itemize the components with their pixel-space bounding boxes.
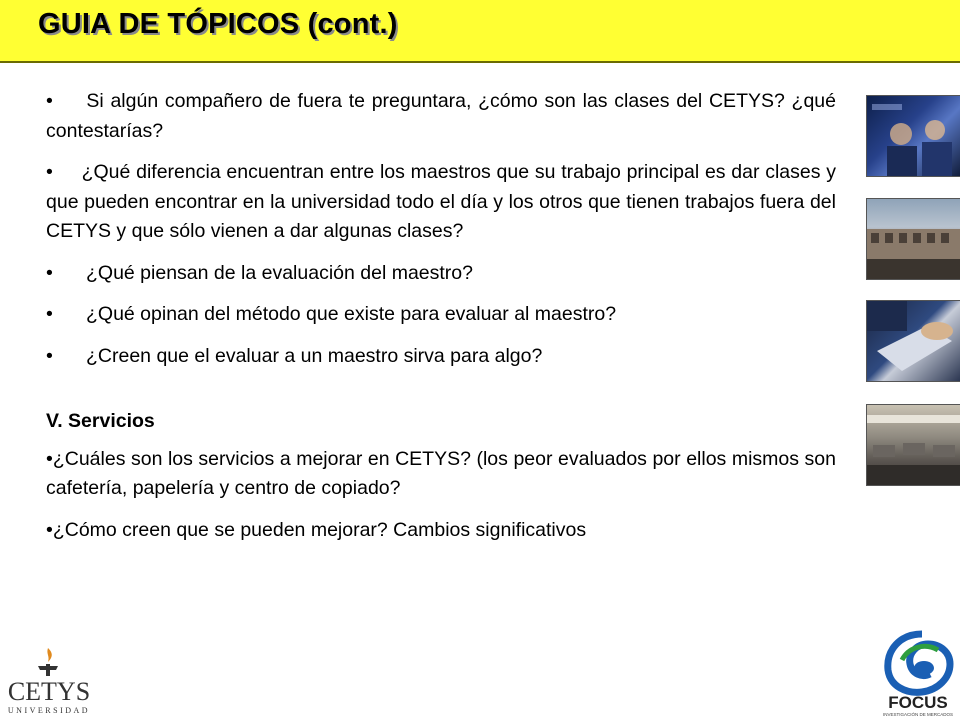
bullet-text: Si algún compañero de fuera te preguntara, ¿cómo son las clases del CETYS? ¿qué contestarías?	[46, 90, 842, 142]
bullet-text: ¿Qué diferencia encuentran entre los maestros que su trabajo principal es dar clases y que pueden encontrar en la universidad todo el día y los otros que tienen trabajos fuera del CETYS y que sólo vienen a dar algunas clases?	[46, 161, 842, 242]
bullet-item-2	[46, 158, 842, 247]
focus-logo	[878, 630, 960, 718]
bullet-item-1	[46, 87, 842, 146]
bullet-text: ¿Qué piensan de la evaluación del maestro?	[86, 261, 473, 284]
students-photo	[866, 95, 960, 177]
cetys-logo	[2, 644, 97, 716]
section-item-2: •¿Cómo creen que se pueden mejorar? Cambios significativos	[46, 518, 587, 541]
focus-logo-text: FOCUS	[888, 693, 948, 712]
library-room-photo	[866, 404, 960, 486]
slide-title: GUIA DE TÓPICOS (cont.)	[38, 8, 398, 40]
bullet-marker: •	[46, 303, 53, 325]
campus-building-photo	[866, 198, 960, 280]
focus-logo-subtext: INVESTIGACIÓN DE MERCADOS	[882, 712, 954, 717]
cetys-logo-subtext: UNIVERSIDAD	[7, 706, 91, 715]
bullet-marker: •	[46, 90, 53, 112]
cetys-logo-text: CETYS	[7, 677, 91, 706]
bullet-item-4	[46, 300, 836, 330]
section-title: V. Servicios	[46, 410, 155, 432]
header-bar	[0, 0, 960, 63]
bullet-text: ¿Qué opinan del método que existe para evaluar al maestro?	[86, 303, 617, 325]
bullet-marker: •	[46, 161, 53, 183]
bullet-marker: •	[46, 261, 53, 284]
topic-content	[46, 87, 842, 557]
bullet-text: ¿Creen que el evaluar a un maestro sirva para algo?	[86, 344, 543, 367]
bullet-item-3	[46, 259, 836, 289]
section-item-1: •¿Cuáles son los servicios a mejorar en CETYS? (los peor evaluados por ellos mismos son cafetería, papelería y centro de copiado?	[46, 447, 836, 499]
bullet-item-5	[46, 342, 836, 372]
bullet-marker: •	[46, 344, 53, 367]
writing-hands-photo	[866, 300, 960, 382]
